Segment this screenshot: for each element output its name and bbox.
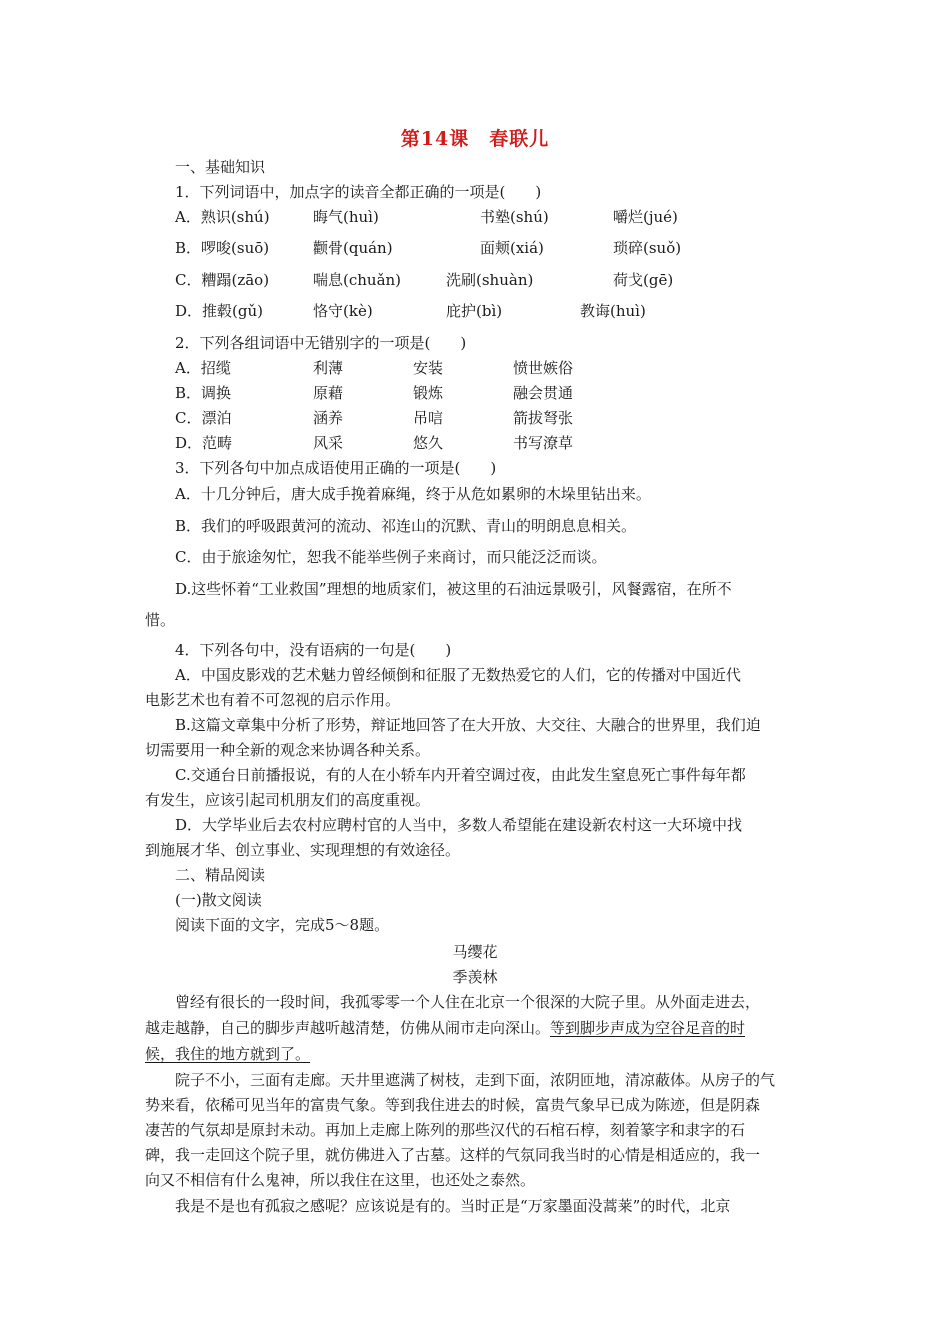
q2-word: 箭拔弩张 [513,409,574,427]
q1-option-c: C．糟蹋(zāo) [175,271,270,289]
q4-option-b-cont: 切需要用一种全新的观念来协调各种关系。 [145,741,431,759]
q1-word: 庇护(bì) [446,302,503,320]
passage-line: 我是不是也有孤寂之感呢？应该说是有的。当时正是“万家墨面没蒿莱”的时代，北京 [175,1197,731,1215]
passage-line: 碑，我一走回这个院子里，就仿佛进入了古墓。这样的气氛同我当时的心情是相适应的，我一 [145,1146,761,1164]
q2-word: 锻炼 [413,384,444,402]
q1-word: 洗刷(shuàn) [446,271,534,289]
q4-option-b: B.这篇文章集中分析了形势，辩证地回答了在大开放、大交往、大融合的世界里，我们迫 [175,716,761,734]
q2-word: 利薄 [313,359,344,377]
q3-option-d: D.这些怀着“工业救国”理想的地质家们，被这里的石油远景吸引，风餐露宿，在所不 [175,580,732,598]
q2-option-a: A．招缆 [175,359,231,377]
question-stem: 2．下列各组词语中无错别字的一项是( ) [175,334,467,352]
q2-option-d: D．范畴 [175,434,233,452]
passage-line: 院子不小，三面有走廊。天井里遮满了树枝，走到下面，浓阴匝地，清凉蔽体。从房子的气 [175,1071,776,1089]
subsection-heading: (一)散文阅读 [175,891,262,909]
q4-option-c: C.交通台日前播报说，有的人在小轿车内开着空调过夜，由此发生窒息死亡事件每年都 [175,766,746,784]
question-stem: 1．下列词语中，加点字的读音全都正确的一项是( ) [175,183,542,201]
q1-option-d: D．推毂(gǔ) [175,302,263,320]
q1-word: 恪守(kè) [313,302,373,320]
q3-option-c: C．由于旅途匆忙，恕我不能举些例子来商讨，而只能泛泛而谈。 [175,548,607,566]
q4-option-a-cont: 电影艺术也有着不可忽视的启示作用。 [145,691,401,709]
q1-option-b: B．啰唆(suō) [175,239,270,257]
q3-option-a: A．十几分钟后，唐大成手挽着麻绳，终于从危如累卵的木垛里钻出来。 [175,485,651,503]
q1-word: 颧骨(quán) [313,239,393,257]
q1-option-a: A．熟识(shú) [175,208,270,226]
passage-text: 越走越静，自己的脚步声越听越清楚，仿佛从闹市走向深山。 [145,1019,551,1037]
q4-option-a: A．中国皮影戏的艺术魅力曾经倾倒和征服了无数热爱它的人们，它的传播对中国近代 [175,666,741,684]
q2-word: 悠久 [413,434,444,452]
section-heading: 二、精品阅读 [175,866,266,884]
q2-word: 风采 [313,434,344,452]
passage-line [145,1018,745,1038]
passage-line: 势来看，依稀可见当年的富贵气象。等到我住进去的时候，富贵气象早已成为陈迹，但是阴森 [145,1096,761,1114]
q2-option-c: C．漂泊 [175,409,232,427]
underlined-sentence-cont: 候，我住的地方就到了。 [145,1045,311,1063]
q4-option-c-cont: 有发生，应该引起司机朋友们的高度重视。 [145,791,431,809]
q2-option-b: B．调换 [175,384,232,402]
q2-word: 愤世嫉俗 [513,359,574,377]
passage-title: 马缨花 [452,943,498,961]
lesson-title: 第14课 春联儿 [400,128,550,150]
underlined-sentence: 等到脚步声成为空谷足音的时 [550,1019,746,1037]
q2-word: 书写潦草 [513,434,574,452]
q3-option-d-cont: 惜。 [145,611,176,629]
q3-option-b: B．我们的呼吸跟黄河的流动、祁连山的沉默、青山的明朗息息相关。 [175,517,637,535]
reading-instruction: 阅读下面的文字，完成5～8题。 [175,916,390,934]
passage-line: 曾经有很长的一段时间，我孤零零一个人住在北京一个很深的大院子里。从外面走进去， [175,993,761,1011]
q2-word: 安装 [413,359,444,377]
q1-word: 书塾(shú) [480,208,549,226]
q2-word: 融会贯通 [513,384,574,402]
q1-word: 教诲(huì) [580,302,646,320]
passage-author: 季羡林 [452,968,498,986]
section-heading: 一、基础知识 [175,158,266,176]
q2-word: 原藉 [313,384,344,402]
q1-word: 喘息(chuǎn) [313,271,402,289]
q1-word: 荷戈(gē) [613,271,674,289]
q4-option-d: D．大学毕业后去农村应聘村官的人当中，多数人希望能在建设新农村这一大环境中找 [175,816,743,834]
question-stem: 3．下列各句中加点成语使用正确的一项是( ) [175,459,497,477]
q1-word: 嚼烂(jué) [613,208,678,226]
q4-option-d-cont: 到施展才华、创立事业、实现理想的有效途径。 [145,841,461,859]
q1-word: 面颊(xiá) [480,239,544,257]
passage-line: 向又不相信有什么鬼神，所以我住在这里，也还处之泰然。 [145,1171,536,1189]
q2-word: 涵养 [313,409,344,427]
q1-word: 琐碎(suǒ) [613,239,682,257]
passage-line: 凄苦的气氛却是原封未动。再加上走廊上陈列的那些汉代的石棺石椁，刻着篆字和隶字的石 [145,1121,746,1139]
q1-word: 晦气(huì) [313,208,379,226]
q2-word: 吊唁 [413,409,444,427]
question-stem: 4．下列各句中，没有语病的一句是( ) [175,641,452,659]
